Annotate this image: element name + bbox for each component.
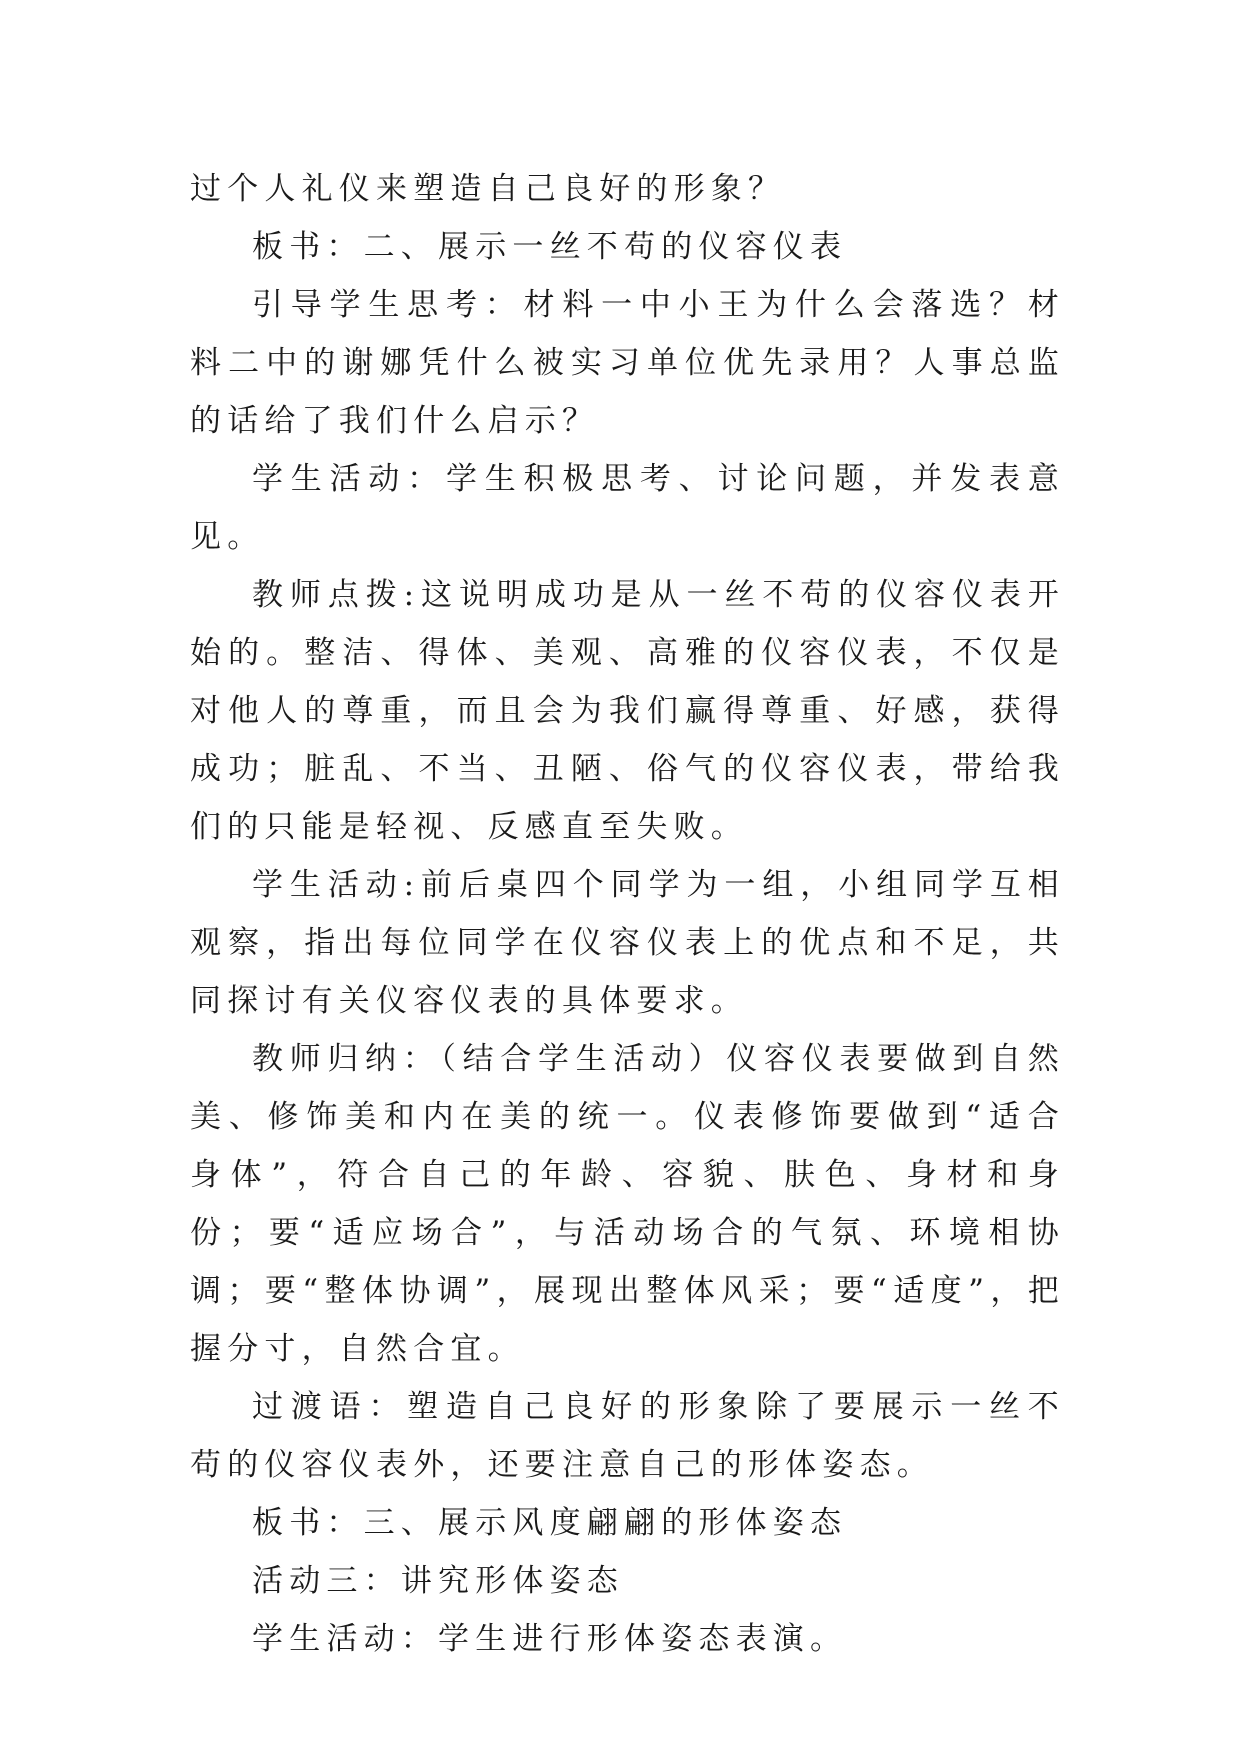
paragraph-blackboard-2: 板书：二、展示一丝不苟的仪容仪表 [252,229,848,265]
paragraph-student-activity-3: 学生活动：学生进行形体姿态表演。 [252,1621,848,1657]
paragraph-student-activity-2: 学生活动:前后桌四个同学为一组，小组同学互相观察，指出每位同学在仪容仪表上的优点和不足，共同探讨有关仪容仪表的具体要求。 [190,867,1065,1019]
paragraph-continuation: 过个人礼仪来塑造自己良好的形象？ [190,171,786,207]
paragraph-blackboard-3: 板书：三、展示风度翩翩的形体姿态 [252,1505,848,1541]
paragraph-guide-thinking: 引导学生思考：材料一中小王为什么会落选？材料二中的谢娜凭什么被实习单位优先录用？人事总监的话给了我们什么启示？ [190,287,1065,439]
paragraph-student-activity-1: 学生活动：学生积极思考、讨论问题，并发表意见。 [190,461,1065,555]
paragraph-activity-3: 活动三：讲究形体姿态 [252,1563,624,1599]
paragraph-teacher-guidance: 教师点拨:这说明成功是从一丝不苟的仪容仪表开始的。整洁、得体、美观、高雅的仪容仪表，不仅是对他人的尊重，而且会为我们赢得尊重、好感，获得成功；脏乱、不当、丑陋、俗气的仪容仪表，带给我们的只能是轻视、反感直至失败。 [190,577,1065,845]
paragraph-transition: 过渡语：塑造自己良好的形象除了要展示一丝不苟的仪容仪表外，还要注意自己的形体姿态。 [190,1389,1065,1483]
document-page [190,160,1065,1668]
paragraph-teacher-summary: 教师归纳：（结合学生活动）仪容仪表要做到自然美、修饰美和内在美的统一。仪表修饰要做到“适合身体”，符合自己的年龄、容貌、肤色、身材和身份；要“适应场合”，与活动场合的气氛、环境相协调；要“整体协调”，展现出整体风采；要“适度”，把握分寸，自然合宜。 [190,1041,1065,1367]
